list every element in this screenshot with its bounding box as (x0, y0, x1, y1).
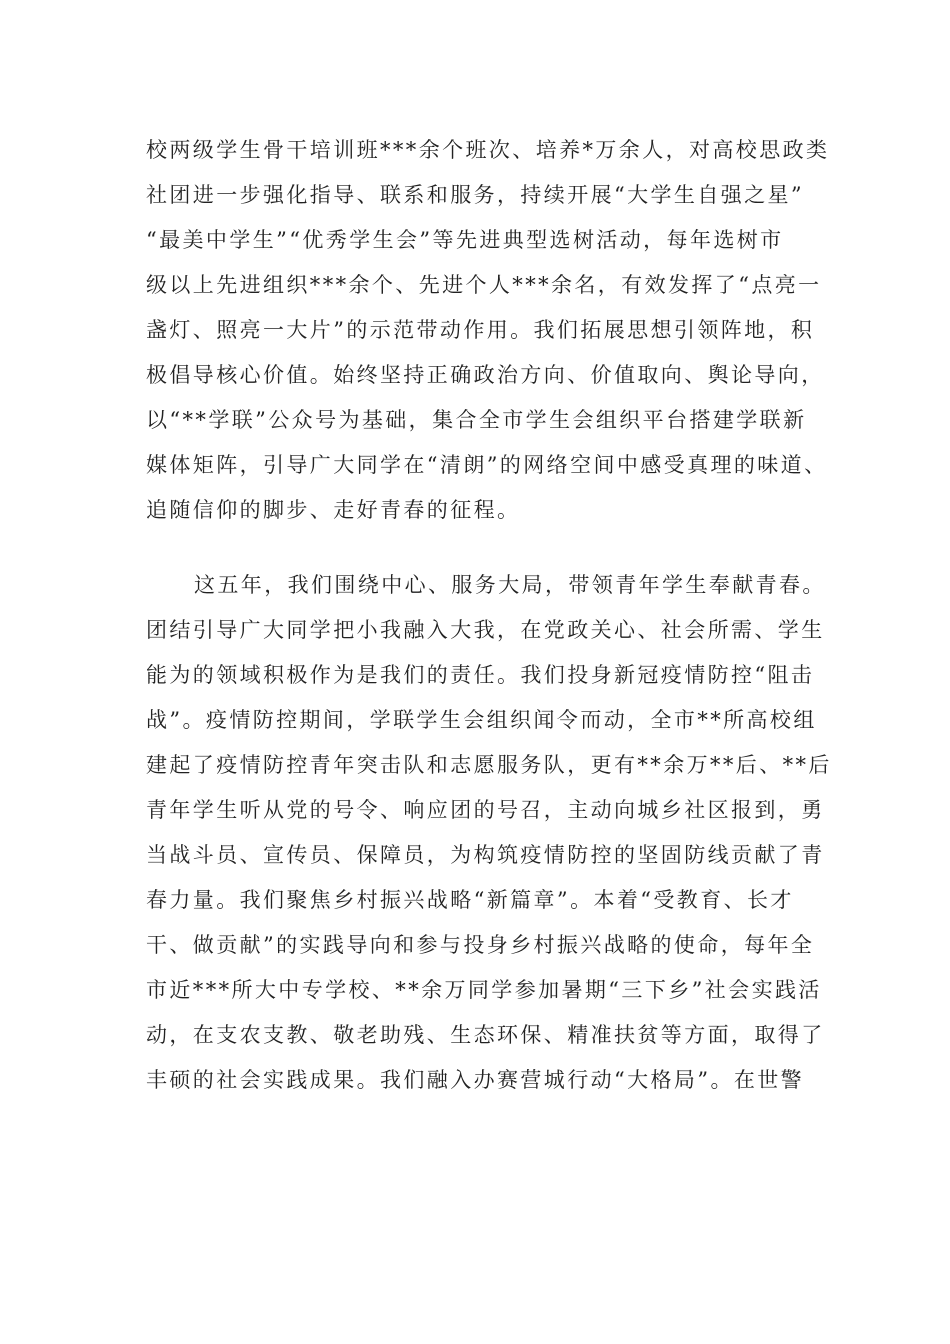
paragraph-1-line-1: 校两级学生骨干培训班***余个班次、培养*万余人，对高校思政类 (146, 138, 830, 162)
paragraph-2-line-11: 动，在支农支教、敬老助残、生态环保、精准扶贫等方面，取得了 (146, 1023, 825, 1047)
paragraph-2-line-1: 这五年，我们围绕中心、服务大局，带领青年学生奉献青春。 (194, 573, 826, 597)
paragraph-2-line-2: 团结引导广大同学把小我融入大我，在党政关心、社会所需、学生 (146, 618, 825, 642)
paragraph-2-line-5: 建起了疫情防控青年突击队和志愿服务队，更有**余万**后、**后 (146, 753, 832, 777)
paragraph-1-line-2: 社团进一步强化指导、联系和服务，持续开展“大学生自强之星” (146, 183, 805, 207)
paragraph-1-line-6: 极倡导核心价值。始终坚持正确政治方向、价值取向、舆论导向， (146, 363, 825, 387)
paragraph-1-line-9: 追随信仰的脚步、走好青春的征程。 (146, 498, 521, 522)
paragraph-1-line-5: 盏灯、照亮一大片”的示范带动作用。我们拓展思想引领阵地，积 (146, 318, 815, 342)
paragraph-1-line-7: 以“**学联”公众号为基础，集合全市学生会组织平台搭建学联新 (146, 408, 807, 432)
paragraph-2-line-12: 丰硕的社会实践成果。我们融入办赛营城行动“大格局”。在世警 (146, 1068, 805, 1092)
paragraph-2-line-7: 当战斗员、宣传员、保障员，为构筑疫情防控的坚固防线贡献了青 (146, 843, 825, 867)
paragraph-2-line-10: 市近***所大中专学校、**余万同学参加暑期“三下乡”社会实践活 (146, 978, 822, 1002)
paragraph-2-line-4: 战”。疫情防控期间，学联学生会组织闻令而动，全市**所高校组 (146, 708, 817, 732)
paragraph-2-line-6: 青年学生听从党的号令、响应团的号召，主动向城乡社区报到，勇 (146, 798, 825, 822)
paragraph-1-line-3: “最美中学生”“优秀学生会”等先进典型选树活动，每年选树市 (146, 228, 784, 252)
paragraph-1-line-8: 媒体矩阵，引导广大同学在“清朗”的网络空间中感受真理的味道、 (146, 453, 828, 477)
paragraph-1-line-4: 级以上先进组织***余个、先进个人***余名，有效发挥了“点亮一 (146, 273, 822, 297)
paragraph-2-line-8: 春力量。我们聚焦乡村振兴战略“新篇章”。本着“受教育、长才 (146, 888, 794, 912)
paragraph-2-line-3: 能为的领域积极作为是我们的责任。我们投身新冠疫情防控“阻击 (146, 663, 815, 687)
paragraph-2-line-9: 干、做贡献”的实践导向和参与投身乡村振兴战略的使命，每年全 (146, 933, 815, 957)
